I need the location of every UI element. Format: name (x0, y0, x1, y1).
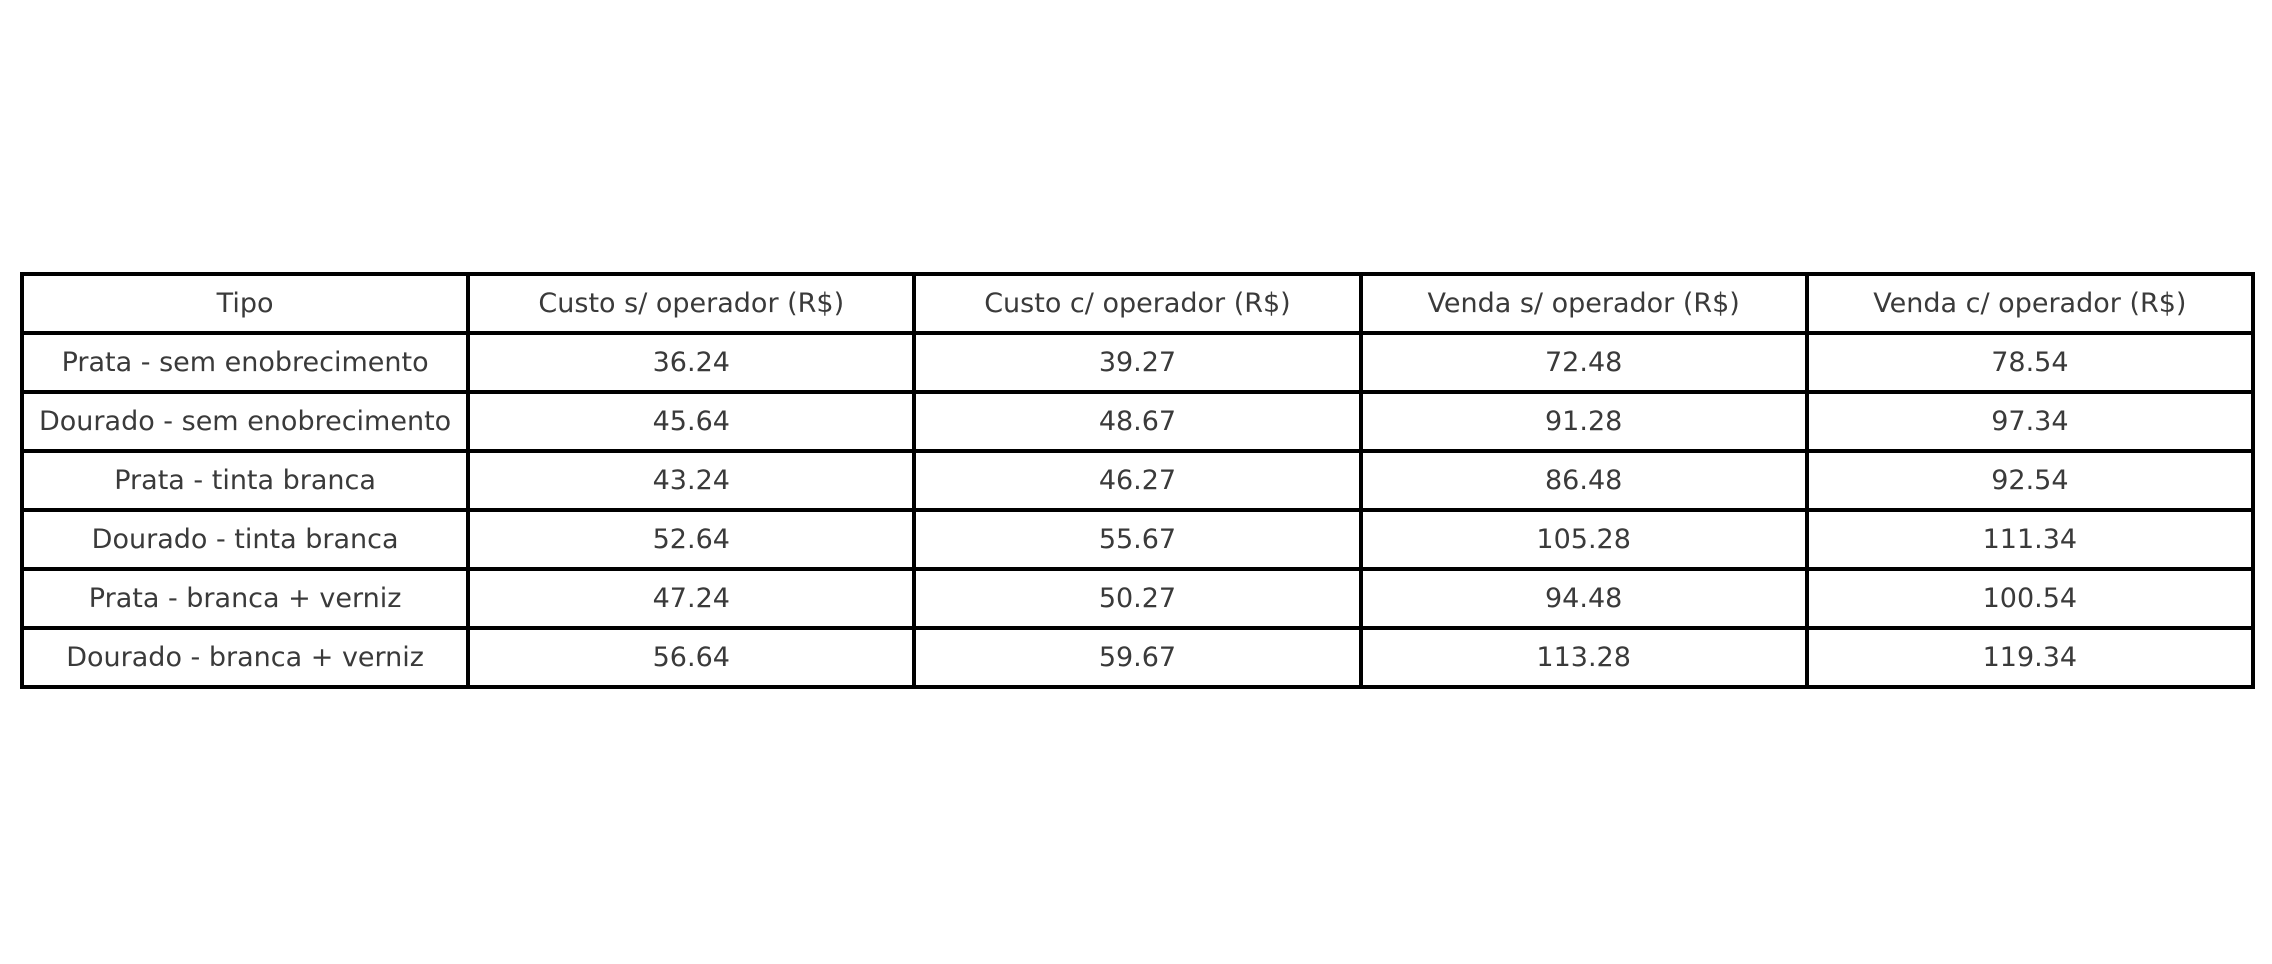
table-row (22, 510, 2253, 569)
value-cell: 111.34 (1807, 510, 2253, 569)
column-header: Venda c/ operador (R$) (1807, 274, 2253, 333)
table-row (22, 451, 2253, 510)
value-cell: 50.27 (914, 569, 1360, 628)
table-body (22, 333, 2253, 687)
table-row (22, 569, 2253, 628)
pricing-table (20, 272, 2255, 689)
value-cell: 94.48 (1361, 569, 1807, 628)
value-cell: 97.34 (1807, 392, 2253, 451)
row-label-cell: Prata - sem enobrecimento (22, 333, 468, 392)
value-cell: 56.64 (468, 628, 914, 687)
table-row (22, 392, 2253, 451)
value-cell: 48.67 (914, 392, 1360, 451)
value-cell: 39.27 (914, 333, 1360, 392)
value-cell: 59.67 (914, 628, 1360, 687)
value-cell: 52.64 (468, 510, 914, 569)
value-cell: 55.67 (914, 510, 1360, 569)
value-cell: 47.24 (468, 569, 914, 628)
value-cell: 46.27 (914, 451, 1360, 510)
column-header: Custo s/ operador (R$) (468, 274, 914, 333)
value-cell: 45.64 (468, 392, 914, 451)
value-cell: 78.54 (1807, 333, 2253, 392)
value-cell: 72.48 (1361, 333, 1807, 392)
value-cell: 113.28 (1361, 628, 1807, 687)
row-label-cell: Prata - tinta branca (22, 451, 468, 510)
value-cell: 36.24 (468, 333, 914, 392)
column-header: Tipo (22, 274, 468, 333)
table-row (22, 628, 2253, 687)
value-cell: 91.28 (1361, 392, 1807, 451)
column-header: Custo c/ operador (R$) (914, 274, 1360, 333)
value-cell: 43.24 (468, 451, 914, 510)
value-cell: 92.54 (1807, 451, 2253, 510)
row-label-cell: Dourado - branca + verniz (22, 628, 468, 687)
row-label-cell: Dourado - tinta branca (22, 510, 468, 569)
row-label-cell: Prata - branca + verniz (22, 569, 468, 628)
column-header: Venda s/ operador (R$) (1361, 274, 1807, 333)
value-cell: 119.34 (1807, 628, 2253, 687)
table-row (22, 333, 2253, 392)
row-label-cell: Dourado - sem enobrecimento (22, 392, 468, 451)
table-header (22, 274, 2253, 333)
value-cell: 100.54 (1807, 569, 2253, 628)
value-cell: 105.28 (1361, 510, 1807, 569)
table-header-row (22, 274, 2253, 333)
value-cell: 86.48 (1361, 451, 1807, 510)
